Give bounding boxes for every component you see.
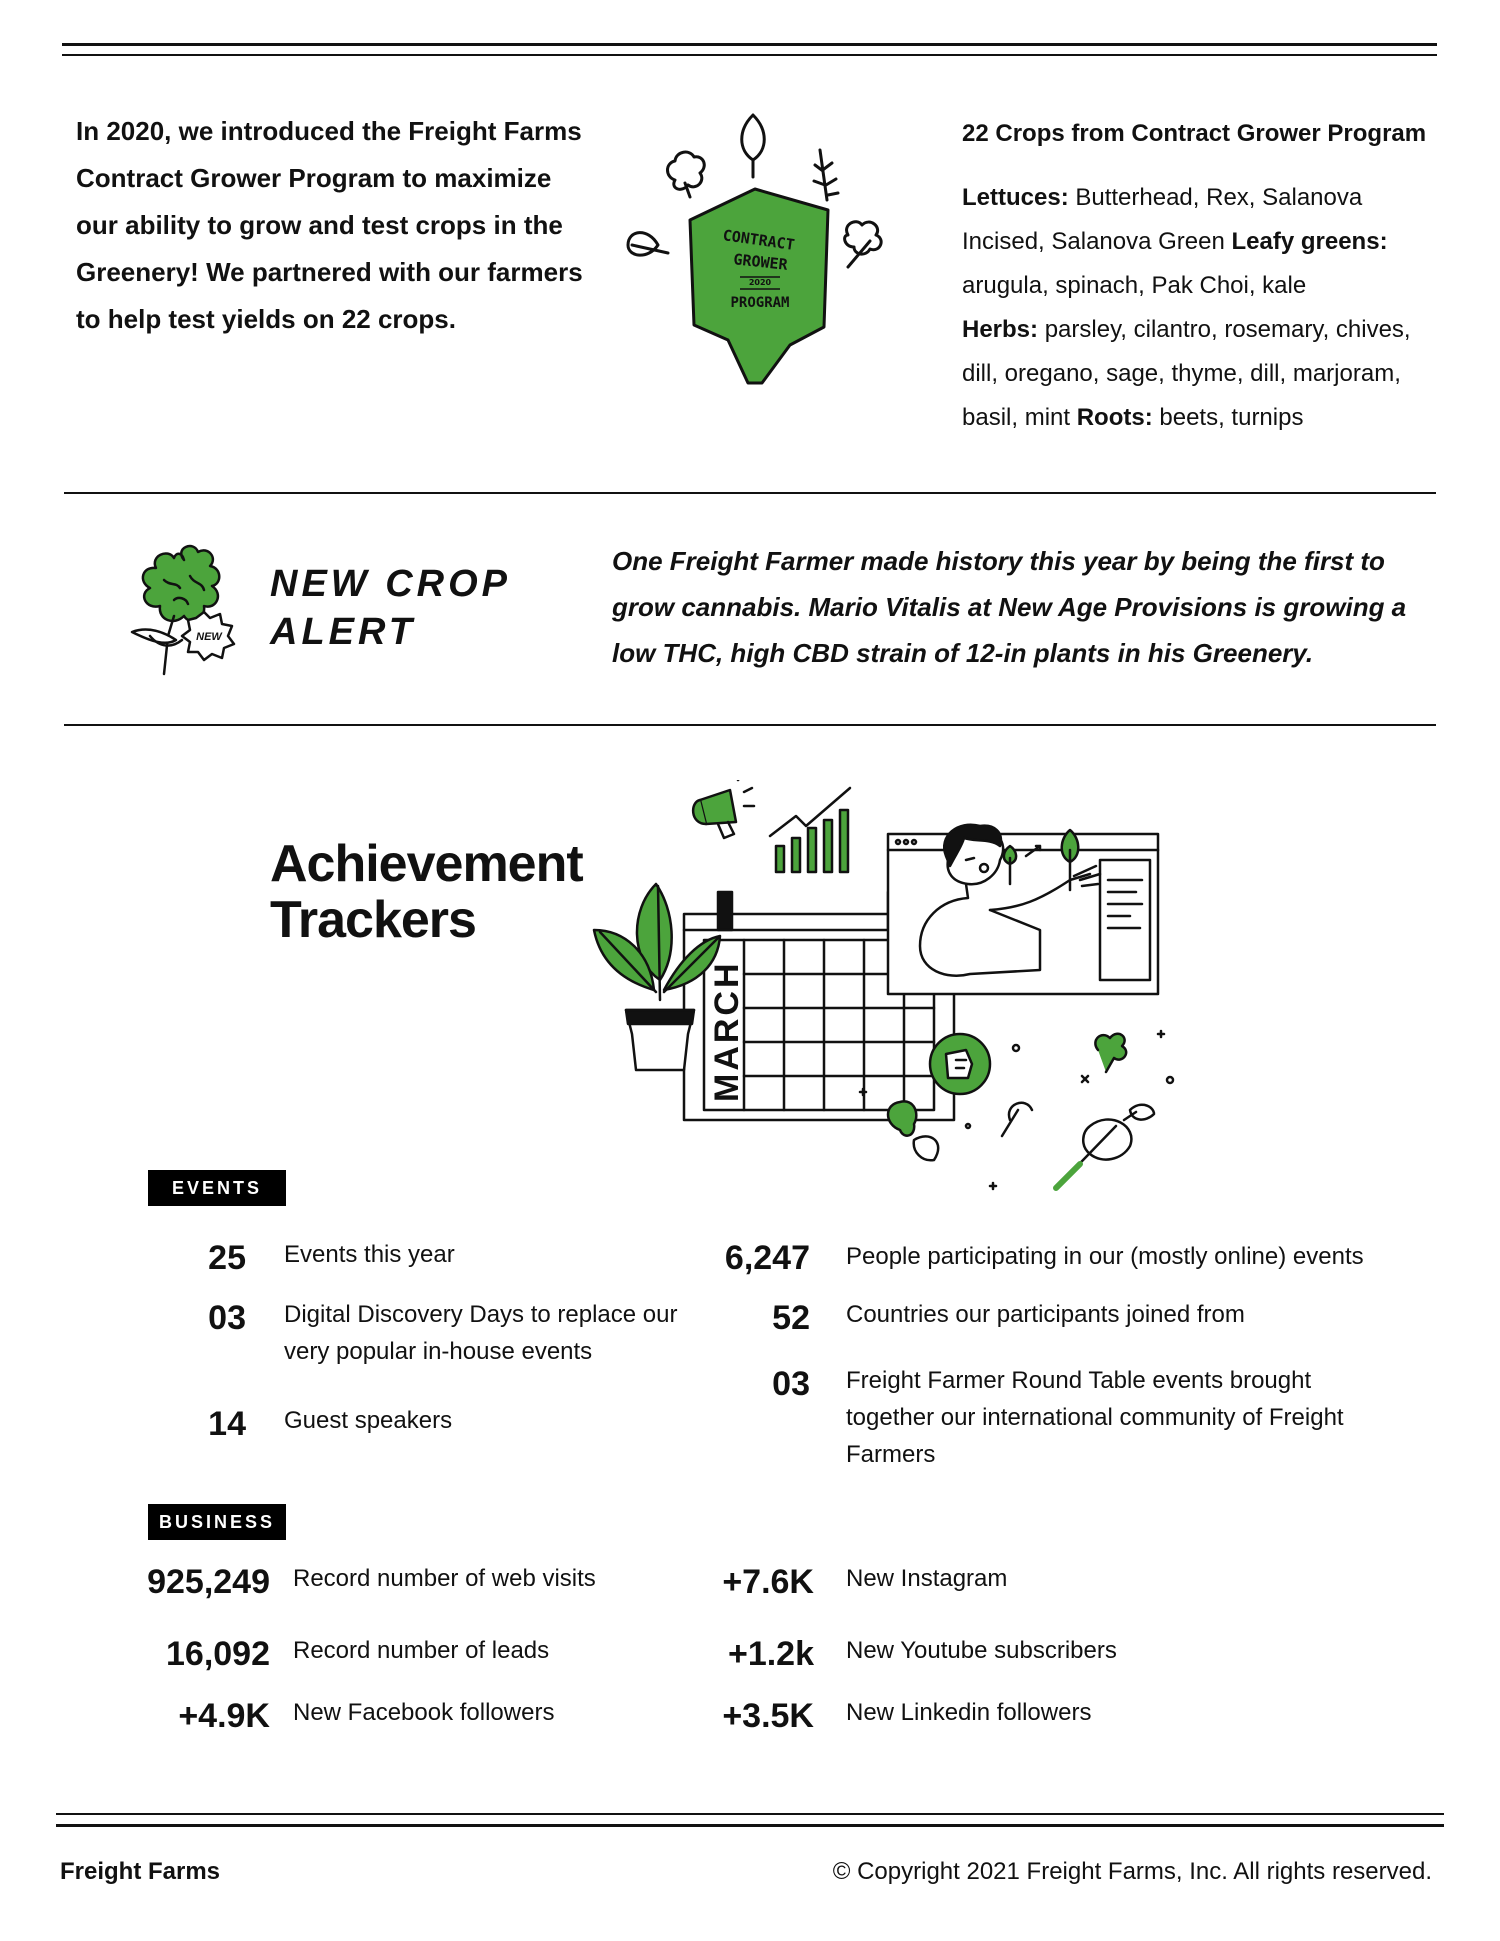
business-right-label: New Linkedin followers	[846, 1699, 1092, 1726]
freight-farms-logo-icon	[930, 1034, 990, 1094]
business-left-label: Record number of leads	[293, 1637, 550, 1664]
leaf-icon	[1002, 1103, 1032, 1136]
business-left-label: New Facebook followers	[293, 1699, 555, 1726]
badge-line1: CONTRACT	[721, 226, 796, 254]
leafy-greens-label: Leafy greens:	[1231, 228, 1388, 255]
footer-copyright: © Copyright 2021 Freight Farms, Inc. All rights reserved.	[832, 1858, 1432, 1885]
achievement-trackers-title: Achievement Trackers	[270, 835, 583, 949]
leaf-icon	[1124, 1105, 1154, 1120]
business-right-value: +7.6K	[722, 1563, 814, 1601]
small-leaf-icon	[628, 233, 668, 256]
footer-brand: Freight Farms	[60, 1858, 221, 1885]
megaphone-icon	[693, 780, 754, 838]
events-right-value: 52	[772, 1299, 810, 1337]
lettuces-label: Lettuces:	[962, 184, 1069, 211]
bar-chart-icon	[770, 788, 850, 872]
events-left-label: Events this year	[284, 1241, 455, 1268]
business-right-label: New Instagram	[846, 1565, 1008, 1592]
roots-label: Roots:	[1076, 404, 1153, 431]
events-left-label: Guest speakers	[284, 1407, 453, 1434]
events-left-label: Digital Discovery Days to replace our very popular in-house events	[284, 1301, 678, 1365]
new-crop-alert-title: NEW CROP ALERT	[270, 563, 511, 653]
lettuces-text: Butterhead, Rex, Salanova Incised, Salanova Green	[962, 184, 1363, 255]
parsley-icon	[845, 222, 882, 267]
section-divider	[64, 492, 1436, 494]
events-tag: EVENTS	[148, 1170, 286, 1206]
events-left-value: 03	[208, 1299, 246, 1337]
herbs-text: parsley, cilantro, rosemary, chives, dill, oregano, sage, thyme, dill, marjoram, basil, mint	[962, 316, 1411, 431]
events-right-label: Countries our participants joined from	[846, 1301, 1245, 1328]
crops-list	[962, 112, 1442, 440]
badge-year: 2020	[748, 278, 772, 287]
business-left-label: Record number of web visits	[293, 1565, 596, 1592]
herb-icon	[1095, 1034, 1126, 1072]
events-right-label: People participating in our (mostly online) events	[846, 1243, 1364, 1270]
roots-text: beets, turnips	[1159, 404, 1304, 431]
intro-paragraph: In 2020, we introduced the Freight Farms Contract Grower Program to maximize our ability to grow and test crops in the Greenery! We partnered with our farmers to help test yields on 22 crops.	[76, 116, 583, 334]
top-rule	[62, 54, 1437, 56]
achievement-illustration	[570, 780, 1190, 1200]
leafy-greens-text: arugula, spinach, Pak Choi, kale	[962, 272, 1307, 299]
bottom-rule	[56, 1813, 1444, 1815]
business-left-value: +4.9K	[178, 1697, 270, 1735]
events-left-value: 14	[208, 1405, 246, 1443]
business-left-value: 925,249	[147, 1563, 270, 1601]
leaf-icon	[742, 115, 765, 160]
herbs-label: Herbs:	[962, 316, 1039, 343]
events-right-value: 6,247	[724, 1239, 810, 1277]
new-crop-alert-text: One Freight Farmer made history this year by being the first to grow cannabis. Mario Vitalis at New Age Provisions is growing a low THC, high CBD strain of 12-in plants in his Greenery.	[612, 546, 1407, 668]
crops-heading: 22 Crops from Contract Grower Program	[962, 120, 1427, 147]
sprig-icon	[814, 150, 838, 200]
events-left-value: 25	[208, 1239, 246, 1277]
cannabis-plant-illustration	[124, 540, 244, 680]
bottom-rule	[56, 1824, 1444, 1827]
beet-icon	[888, 1101, 916, 1135]
business-tag: BUSINESS	[148, 1504, 286, 1540]
business-right-value: +3.5K	[722, 1697, 814, 1735]
badge-line2: GROWER	[732, 250, 789, 274]
calendar-month: MARCH	[708, 960, 746, 1102]
top-rule	[62, 43, 1437, 46]
monitor-icon	[888, 830, 1158, 994]
contract-grower-badge	[610, 105, 900, 395]
business-left-value: 16,092	[166, 1635, 270, 1673]
events-right-label: Freight Farmer Round Table events brought together our international community of Freight Farmers	[846, 1367, 1344, 1468]
new-badge-text: NEW	[196, 631, 222, 643]
badge-line3: PROGRAM	[730, 295, 790, 311]
section-divider	[64, 724, 1436, 726]
business-right-label: New Youtube subscribers	[846, 1637, 1117, 1664]
business-right-value: +1.2k	[727, 1635, 814, 1673]
events-right-value: 03	[772, 1365, 810, 1403]
